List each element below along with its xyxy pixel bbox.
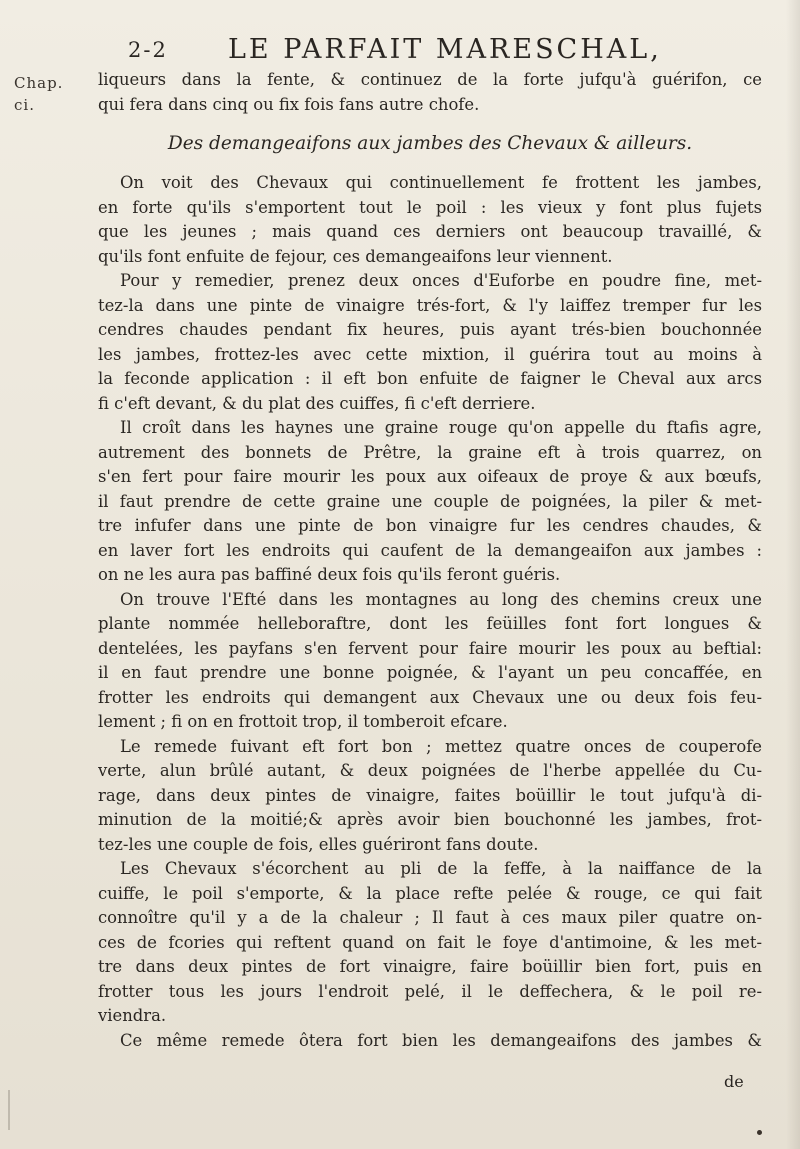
text-line: tez-les une couple de fois, elles guériront fans doute. xyxy=(98,834,539,854)
text-line: en forte qu'ils s'emportent tout le poil : les vieux y font plus fujets xyxy=(98,197,762,217)
text-line: liqueurs dans la fente, & continuez de la forte jufqu'à guérifon, ce xyxy=(98,70,762,89)
text-line: Le remede fuivant eft fort bon ; mettez quatre onces de couperofe xyxy=(120,736,762,756)
text-line: fi c'eft devant, & du plat des cuiffes, fi c'eft derriere. xyxy=(98,393,536,413)
text-line: viendra. xyxy=(98,1006,167,1025)
text-line: cuiffe, le poil s'emporte, & la place refte pelée & rouge, ce qui fait xyxy=(98,883,762,903)
text-line: rage, dans deux pintes de vinaigre, faites boüillir le tout jufqu'à di- xyxy=(98,785,762,805)
text-line: verte, alun brûlé autant, & deux poignées de l'herbe appellée du Cu- xyxy=(98,761,762,780)
text-block xyxy=(98,68,762,1053)
text-line: connoître qu'il y a de la chaleur ; Il faut à ces maux piler quatre on- xyxy=(98,908,762,927)
text-line: dentelées, les payfans s'en fervent pour faire mourir les poux au beftial: xyxy=(98,638,762,658)
text-line: Ce même remede ôtera fort bien les demangeaifons des jambes & xyxy=(120,1030,762,1050)
text-line: tre dans deux pintes de fort vinaigre, faire boüillir bien fort, puis en xyxy=(98,957,762,976)
section-title: Des demangeaifons aux jambes des Chevaux & ailleurs. xyxy=(167,133,693,154)
text-line: il en faut prendre une bonne poignée, & l'ayant un peu concaffée, en xyxy=(98,663,762,682)
text-line: autrement des bonnets de Prêtre, la graine eft à trois quarrez, on xyxy=(98,442,762,462)
text-line: On trouve l'Efté dans les montagnes au long des chemins creux une xyxy=(120,589,762,609)
text-line: Pour y remedier, prenez deux onces d'Euforbe en poudre fine, met- xyxy=(120,271,762,290)
margin-note-chapter: Chap. ci. xyxy=(14,74,64,114)
text-line: il faut prendre de cette graine une couple de poignées, la piler & met- xyxy=(98,491,762,511)
page-edge-shadow xyxy=(786,0,800,1149)
running-title: LE PARFAIT MARESCHAL, xyxy=(228,34,662,65)
ink-spot xyxy=(757,1130,762,1135)
text-line: minution de la moitié;& après avoir bien bouchonné les jambes, frot- xyxy=(98,810,762,829)
text-line: lement ; fi on en frottoit trop, il tomberoit efcare. xyxy=(98,712,508,731)
gutter-mark xyxy=(8,1090,10,1130)
text-line: les jambes, frottez-les avec cette mixtion, il guérira tout au moins à xyxy=(98,344,762,364)
text-line: ces de fcories qui reftent quand on fait le foye d'antimoine, & les met- xyxy=(98,932,762,952)
text-line: s'en fert pour faire mourir les poux aux oifeaux de proye & aux bœufs, xyxy=(98,467,762,486)
catchword: de xyxy=(724,1072,744,1091)
text-line: qu'ils font enfuite de fejour, ces demangeaifons leur viennent. xyxy=(98,246,613,266)
text-line: que les jeunes ; mais quand ces derniers ont beaucoup travaillé, & xyxy=(98,222,762,241)
text-line: on ne les aura pas baffiné deux fois qu'ils feront guéris. xyxy=(98,565,561,584)
text-line: cendres chaudes pendant fix heures, puis ayant trés-bien bouchonnée xyxy=(98,320,762,339)
text-line: qui fera dans cinq ou fix fois fans autre chofe. xyxy=(98,94,480,114)
text-line: frotter tous les jours l'endroit pelé, il le deffechera, & le poil re- xyxy=(98,981,762,1001)
text-line: la feconde application : il eft bon enfuite de faigner le Cheval aux arcs xyxy=(98,369,762,388)
text-line: Les Chevaux s'écorchent au pli de la feffe, à la naiffance de la xyxy=(120,859,762,878)
text-line: tez-la dans une pinte de vinaigre trés-fort, & l'y laiffez tremper fur les xyxy=(98,295,762,315)
text-line: plante nommée helleboraftre, dont les feüilles font fort longues & xyxy=(98,614,762,633)
text-line: tre infufer dans une pinte de bon vinaigre fur les cendres chaudes, & xyxy=(98,516,762,535)
text-line: en laver fort les endroits qui caufent de la demangeaifon aux jambes : xyxy=(98,540,762,560)
text-line: Il croît dans les haynes une graine rouge qu'on appelle du ftafis agre, xyxy=(120,418,762,437)
text-line: On voit des Chevaux qui continuellement fe frottent les jambes, xyxy=(120,173,762,192)
page-number: 2-2 xyxy=(128,38,168,62)
text-line: frotter les endroits qui demangent aux Chevaux une ou deux fois feu- xyxy=(98,687,762,707)
page-header xyxy=(58,34,778,72)
